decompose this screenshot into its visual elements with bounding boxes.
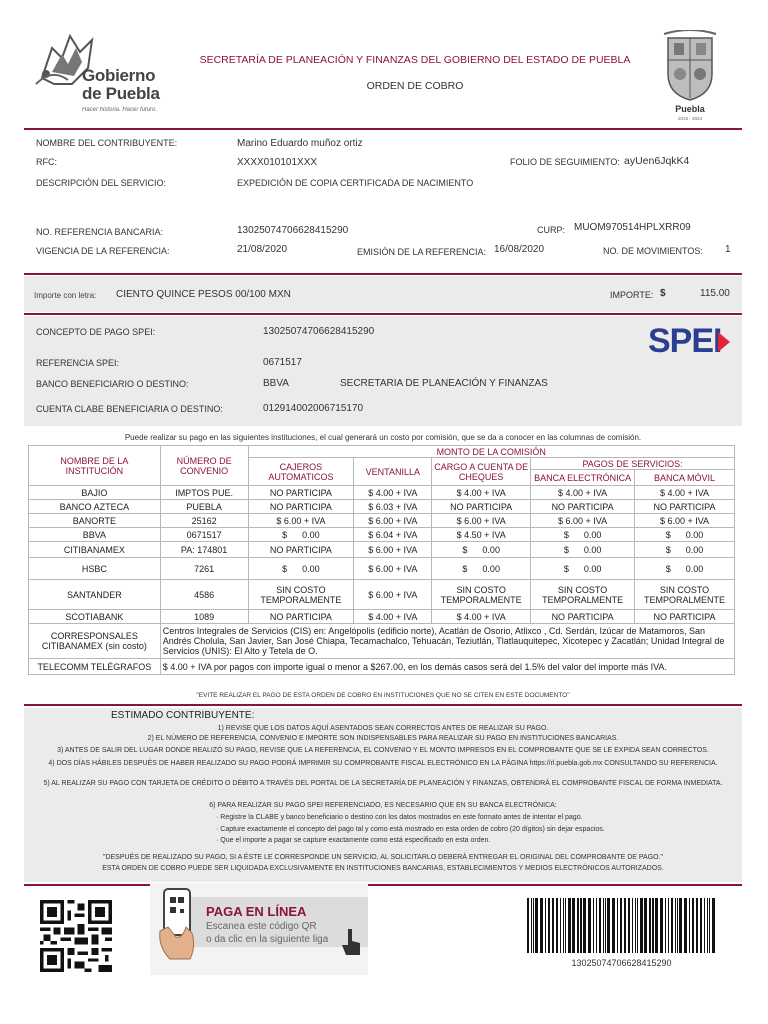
folio-value: ayUen6JqkK4 <box>624 155 690 167</box>
taxpayer-name: Marino Eduardo muñoz ortiz <box>237 138 363 149</box>
cell-cheque: NO PARTICIPA <box>432 500 531 514</box>
table-row <box>29 610 735 624</box>
cell-window: $ 4.00 + IVA <box>354 486 432 500</box>
spei-ref-label: REFERENCIA SPEI: <box>36 358 120 368</box>
col-head-mobile: BANCA MÓVIL <box>635 470 735 486</box>
cell-name: CORRESPONSALES CITIBANAMEX (sin costo) <box>29 624 161 659</box>
cell-cheque: $ 4.50 + IVA <box>432 528 531 542</box>
cell-mobile: $ 6.00 + IVA <box>635 514 735 528</box>
notice-footer-1: "DESPUÉS DE REALIZADO SU PAGO, SI A ÉSTE LE CORRESPONDE UN SERVICIO, AL SOLICITARLO DEBERÁ ENTREGAR EL ORIGINAL DEL COMPROBANTE DE PAGO." <box>102 854 664 861</box>
col-head-conv: NÚMERO DE CONVENIO <box>160 446 248 486</box>
cell-conv: PA: 174801 <box>160 542 248 558</box>
bank-ref-label: NO. REFERENCIA BANCARIA: <box>36 227 164 237</box>
institutions-intro: Puede realizar su pago en las siguientes instituciones, el cual generará un costo por comisión, que se da a conocer en las columnas de comisión. <box>124 433 642 442</box>
corresponsales-text: Centros Integrales de Servicios (CIS) en: Angelópolis (edificio norte), Acatlán de Osorio, Atlixco , Cd. Serdán, Izúcar de Matamoros, San Andrés Cholula, San Javier, San José Chiapa, Tecamachalco, Tehuacán, Teziutlán, Tlatlauquitepec, Xicotepec y Zacatlán; Unidad Integral de Servicios (UNIS): El Alto y Tetela de O. <box>160 624 734 659</box>
col-head-name: NOMBRE DE LA INSTITUCIÓN <box>29 446 161 486</box>
institutions-table <box>28 445 735 675</box>
spei-beneficiary: SECRETARIA DE PLANEACIÓN Y FINANZAS <box>340 378 548 389</box>
cell-mobile: NO PARTICIPA <box>635 500 735 514</box>
cell-window: $ 4.00 + IVA <box>354 610 432 624</box>
coat-of-arms-icon <box>660 30 720 102</box>
cell-atm: $ 6.00 + IVA <box>248 514 354 528</box>
click-hand-icon <box>340 927 364 957</box>
pay-online-line1: Escanea este código QR <box>206 921 317 932</box>
cell-name: HSBC <box>29 558 161 580</box>
cell-atm: $ 0.00 <box>248 528 354 542</box>
cell-name: TELECOMM TELÉGRAFOS <box>29 659 161 675</box>
table-row <box>29 580 735 610</box>
cell-mobile: SIN COSTO TEMPORALMENTE <box>635 580 735 610</box>
emission-label: EMISIÓN DE LA REFERENCIA: <box>357 247 487 257</box>
notice-sub-item-1: · Registre la CLABE y banco beneficiario o destino con los datos mostrados en este formato antes de intentar el pago. <box>216 814 583 821</box>
cell-conv: IMPTOS PUE. <box>160 486 248 500</box>
cell-cheque: $ 4.00 + IVA <box>432 610 531 624</box>
cell-cheque: SIN COSTO TEMPORALMENTE <box>432 580 531 610</box>
taxpayer-name-label: NOMBRE DEL CONTRIBUYENTE: <box>36 138 178 148</box>
seal-years: 2019 - 2024 <box>677 116 703 121</box>
spei-bank-label: BANCO BENEFICIARIO O DESTINO: <box>36 379 189 389</box>
qr-code-icon[interactable] <box>40 899 112 973</box>
cell-conv: 0671517 <box>160 528 248 542</box>
cell-mobile: $ 4.00 + IVA <box>635 486 735 500</box>
cell-conv: 7261 <box>160 558 248 580</box>
movements-label: NO. DE MOVIMIENTOS: <box>603 246 703 256</box>
notice-footer-2: ESTA ORDEN DE COBRO PUEDE SER LIQUIDADA EXCLUSIVAMENTE EN INSTITUCIONES BANCARIAS, ESTABLECIMIENTOS Y MEDIOS ELECTRÓNICOS AUTORIZADOS. <box>102 865 664 872</box>
spei-ref-value: 0671517 <box>263 357 302 368</box>
cell-window: $ 6.00 + IVA <box>354 542 432 558</box>
validity-label: VIGENCIA DE LA REFERENCIA: <box>36 246 170 256</box>
notice-sub-item-2: · Capture exactamente el concepto del pago tal y como está mostrado en esta orden de cobro (20 dígitos) sin dejar espacios. <box>216 826 605 833</box>
cell-name: BAJIO <box>29 486 161 500</box>
curp-value: MUOM970514HPLXRR09 <box>574 222 691 233</box>
cell-mobile: $ 0.00 <box>635 528 735 542</box>
table-row <box>29 558 735 580</box>
cell-conv: 25162 <box>160 514 248 528</box>
divider <box>24 704 742 706</box>
spei-clabe-label: CUENTA CLABE BENEFICIARIA O DESTINO: <box>36 404 223 414</box>
cell-cheque: $ 6.00 + IVA <box>432 514 531 528</box>
cell-conv: 1089 <box>160 610 248 624</box>
cell-mobile: $ 0.00 <box>635 558 735 580</box>
cell-atm: NO PARTICIPA <box>248 500 354 514</box>
cell-mobile: NO PARTICIPA <box>635 610 735 624</box>
gobierno-logo <box>28 28 178 120</box>
col-head-services: PAGOS DE SERVICIOS: <box>531 458 735 470</box>
pay-online-title: PAGA EN LÍNEA <box>206 904 307 919</box>
cell-name: BANCO AZTECA <box>29 500 161 514</box>
cell-window: $ 6.03 + IVA <box>354 500 432 514</box>
cell-electronic: $ 6.00 + IVA <box>531 514 635 528</box>
table-row <box>29 528 735 542</box>
cell-electronic: NO PARTICIPA <box>531 610 635 624</box>
table-row <box>29 514 735 528</box>
notice-item-6: 6) PARA REALIZAR SU PAGO SPEI REFERENCIADO, ES NECESARIO QUE EN SU BANCA ELECTRÓNICA: <box>209 802 557 809</box>
table-row <box>29 486 735 500</box>
curp-label: CURP: <box>537 225 566 235</box>
logo-line1: Gobierno <box>82 66 156 85</box>
cell-cheque: $ 0.00 <box>432 558 531 580</box>
spei-bank-value: BBVA <box>263 378 289 389</box>
cell-electronic: $ 0.00 <box>531 558 635 580</box>
cell-name: CITIBANAMEX <box>29 542 161 558</box>
import-currency: $ <box>660 288 666 299</box>
spei-concept-label: CONCEPTO DE PAGO SPEI: <box>36 327 156 337</box>
folio-label: FOLIO DE SEGUIMIENTO: <box>510 157 620 167</box>
import-value: 115.00 <box>700 288 730 299</box>
spei-logo <box>648 322 732 362</box>
logo-tagline: Hacer historia. Hacer futuro. <box>82 107 158 113</box>
notice-item-1: 1) REVISE QUE LOS DATOS AQUÍ ASENTADOS SEAN CORRECTOS ANTES DE REALIZAR SU PAGO. <box>217 725 549 732</box>
pay-online-banner[interactable] <box>150 883 368 975</box>
document-title: SECRETARÍA DE PLANEACIÓN Y FINANZAS DEL GOBIERNO DEL ESTADO DE PUEBLA <box>199 54 631 66</box>
cell-name: BBVA <box>29 528 161 542</box>
table-row <box>29 542 735 558</box>
divider <box>24 128 742 130</box>
rfc-value: XXXX010101XXX <box>237 157 318 168</box>
notice-item-2: 2) EL NÚMERO DE REFERENCIA, CONVENIO E IMPORTE SON INDISPENSABLES PARA REALIZAR SU PAGO EN INSTITUCIONES BANCARIAS. <box>147 735 619 742</box>
cell-electronic: NO PARTICIPA <box>531 500 635 514</box>
cell-window: $ 6.00 + IVA <box>354 558 432 580</box>
divider <box>24 313 742 315</box>
cell-name: SANTANDER <box>29 580 161 610</box>
divider <box>24 273 742 275</box>
cell-atm: NO PARTICIPA <box>248 542 354 558</box>
spei-arrow-icon <box>718 332 730 352</box>
table-row <box>29 500 735 514</box>
telecomm-text: $ 4.00 + IVA por pagos con importe igual o menor a $267.00, en los demás casos será del 1.5% del valor del importe más IVA. <box>160 659 734 675</box>
barcode-icon <box>525 898 718 953</box>
col-head-window: VENTANILLA <box>354 458 432 486</box>
import-label: IMPORTE: <box>610 290 654 300</box>
cell-electronic: SIN COSTO TEMPORALMENTE <box>531 580 635 610</box>
emission-value: 16/08/2020 <box>494 244 545 255</box>
cell-window: $ 6.00 + IVA <box>354 580 432 610</box>
cell-conv: 4586 <box>160 580 248 610</box>
cell-name: SCOTIABANK <box>29 610 161 624</box>
cell-cheque: $ 0.00 <box>432 542 531 558</box>
validity-value: 21/08/2020 <box>237 244 288 255</box>
cell-electronic: $ 0.00 <box>531 528 635 542</box>
document-subtitle: ORDEN DE COBRO <box>366 80 464 92</box>
spei-concept-value: 13025074706628415290 <box>263 326 375 337</box>
notice-heading: ESTIMADO CONTRIBUYENTE: <box>111 710 255 721</box>
spei-clabe-value: 012914002006715170 <box>263 403 364 414</box>
cell-electronic: $ 4.00 + IVA <box>531 486 635 500</box>
notice-item-3: 3) ANTES DE SALIR DEL LUGAR DONDE REALIZÓ SU PAGO, REVISE QUE LA REFERENCIA, EL CONVENIO Y EL MONTO IMPRESOS EN EL COMPROBANTE QUE SE LE EXPIDA SEAN CORRECTOS. <box>57 747 709 754</box>
table-row <box>29 624 735 659</box>
amount-letter-label: Importe con letra: <box>34 291 97 300</box>
notice-sub-item-3: · Que el importe a pagar se capture exactamente como está especificado en esta orden. <box>216 837 491 844</box>
state-seal <box>660 30 720 125</box>
payment-warning: "EVITE REALIZAR EL PAGO DE ESTA ORDEN DE COBRO EN INSTITUCIONES QUE NO SE CITEN EN ESTE DOCUMENTO" <box>196 692 570 699</box>
cell-window: $ 6.00 + IVA <box>354 514 432 528</box>
divider <box>24 884 742 886</box>
cell-atm: NO PARTICIPA <box>248 486 354 500</box>
barcode-number: 13025074706628415290 <box>571 958 672 968</box>
col-head-atm: CAJEROS AUTOMATICOS <box>248 458 354 486</box>
service-label: DESCRIPCIÓN DEL SERVICIO: <box>36 178 167 188</box>
amount-letter-value: CIENTO QUINCE PESOS 00/100 MXN <box>116 289 291 300</box>
cell-electronic: $ 0.00 <box>531 542 635 558</box>
logo-line2: de Puebla <box>82 84 160 103</box>
notice-item-4: 4) DOS DÍAS HÁBILES DESPUÉS DE HABER REALIZADO SU PAGO PODRÁ IMPRIMIR SU COMPROBANTE FISCAL ELECTRÓNICO EN LA PÁGINA https://rl.puebla.gob.mx CONSULTANDO SU REFERENCIA. <box>48 760 718 767</box>
phone-hand-icon <box>156 887 202 967</box>
bank-ref-value: 13025074706628415290 <box>237 225 349 236</box>
col-head-cheque: CARGO A CUENTA DE CHEQUES <box>432 458 531 486</box>
col-head-electronic: BANCA ELECTRÓNICA <box>531 470 635 486</box>
cell-window: $ 6.04 + IVA <box>354 528 432 542</box>
seal-label: Puebla <box>675 104 705 114</box>
rfc-label: RFC: <box>36 157 57 167</box>
cell-mobile: $ 0.00 <box>635 542 735 558</box>
col-head-commission: MONTO DE LA COMISIÓN <box>248 446 735 458</box>
cell-name: BANORTE <box>29 514 161 528</box>
service-value: EXPEDICIÓN DE COPIA CERTIFICADA DE NACIMIENTO <box>237 178 474 188</box>
pay-online-line2: o da clic en la siguiente liga <box>206 934 329 945</box>
cell-atm: $ 0.00 <box>248 558 354 580</box>
cell-conv: PUEBLA <box>160 500 248 514</box>
cell-atm: SIN COSTO TEMPORALMENTE <box>248 580 354 610</box>
notice-item-5: 5) AL REALIZAR SU PAGO CON TARJETA DE CRÉDITO O DÉBITO A TRAVÉS DEL PORTAL DE LA SECRETARÍA DE PLANEACIÓN Y FINANZAS, OBTENDRÁ EL COMPROBANTE FISCAL DE FORMA INMEDIATA. <box>43 780 723 787</box>
cell-cheque: $ 4.00 + IVA <box>432 486 531 500</box>
spei-logo-text: SPEI <box>648 322 722 360</box>
table-row <box>29 659 735 675</box>
movements-value: 1 <box>725 244 731 255</box>
cell-atm: NO PARTICIPA <box>248 610 354 624</box>
